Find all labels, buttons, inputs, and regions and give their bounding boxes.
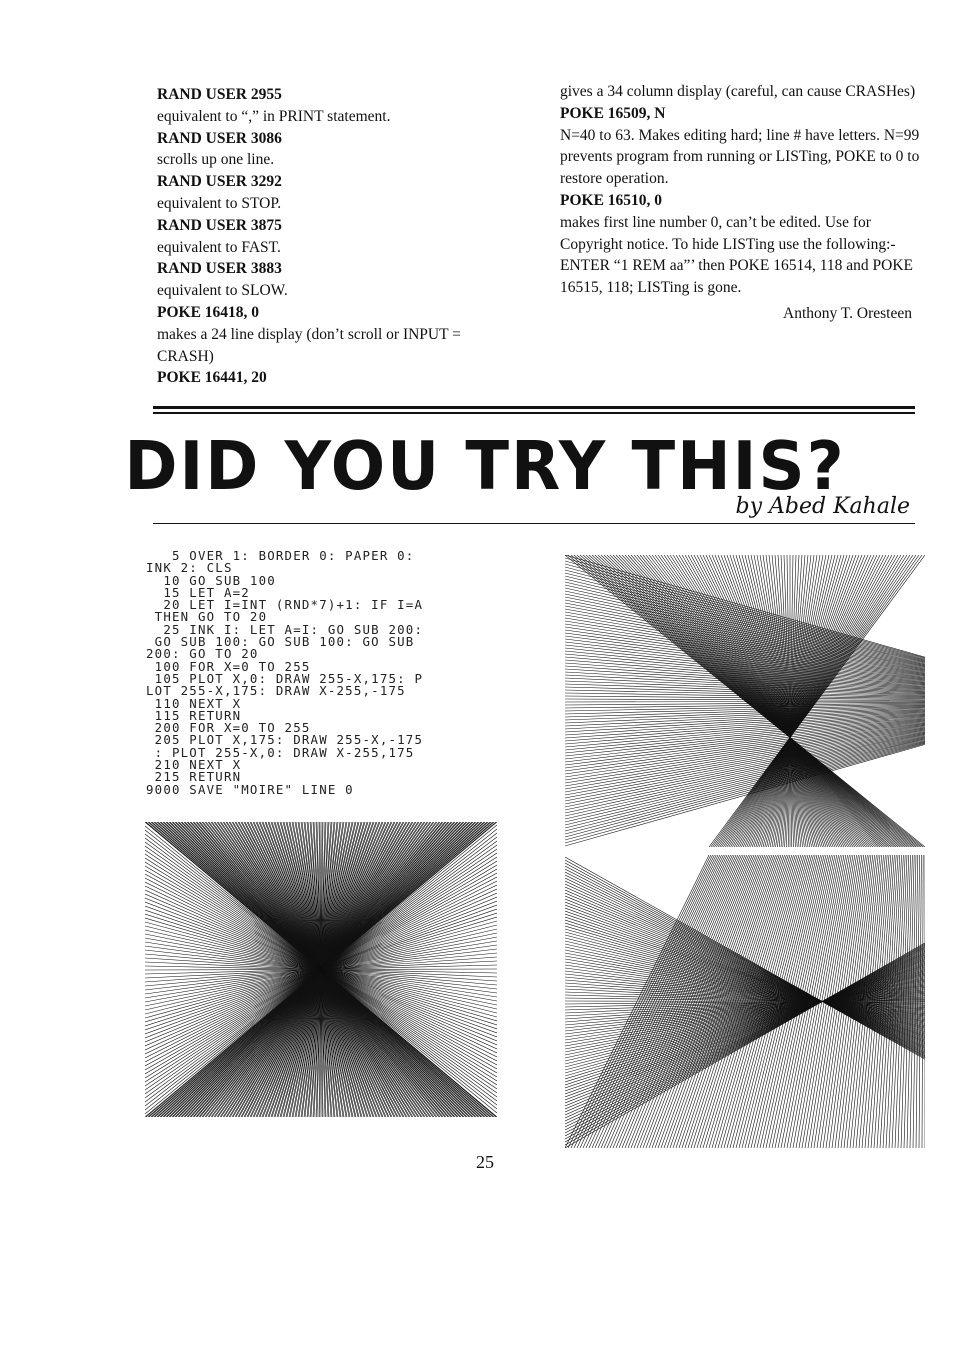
code-description: makes first line number 0, can’t be edited. Use for Copyright notice. To hide LISTing use the following:- ENTER “1 REM aa”’ then POKE 16514, 118 and POKE 16515, 118; LISTing is gone.: [560, 213, 913, 297]
listing-line: 215 RETURN: [146, 769, 242, 785]
divider-rule-thin: [153, 412, 915, 414]
code-heading: RAND USER 3292: [157, 173, 282, 191]
code-heading: RAND USER 3086: [157, 129, 282, 147]
listing-line: 20 LET I=INT (RND*7)+1: IF I=A: [146, 597, 424, 613]
code-description: equivalent to SLOW.: [157, 282, 288, 300]
listing-line: 200: GO TO 20: [146, 646, 259, 662]
code-heading: POKE 16510, 0: [560, 191, 663, 209]
code-heading: POKE 16509, N: [560, 104, 666, 122]
byline-rule: [153, 523, 915, 524]
moire-right-top-svg: [565, 555, 925, 847]
code-description: equivalent to “,” in PRINT statement.: [157, 107, 391, 125]
listing-line: 100 FOR X=0 TO 255: [146, 658, 311, 674]
divider-rule-thick: [153, 406, 915, 409]
listing-line: THEN GO TO 20: [146, 609, 268, 625]
listing-line: 110 NEXT X: [146, 695, 242, 711]
listing-line: 210 NEXT X: [146, 757, 242, 773]
listing-line: 9000 SAVE "MOIRE" LINE 0: [146, 781, 354, 797]
basic-program-listing: [146, 550, 516, 796]
moire-pattern-image-right-bottom: [565, 855, 925, 1148]
moire-right-bottom-svg: [565, 855, 925, 1148]
left-text-column: [157, 84, 512, 389]
code-heading: RAND USER 3875: [157, 216, 282, 234]
moire-pattern-image-left: [145, 822, 497, 1117]
code-heading: RAND USER 3883: [157, 260, 282, 278]
code-heading: POKE 16418, 0: [157, 303, 260, 321]
listing-line: 105 PLOT X,0: DRAW 255-X,175: P: [146, 670, 424, 686]
right-text-column: [560, 81, 920, 325]
code-description: makes a 24 line display (don’t scroll or INPUT = CRASH): [157, 325, 461, 365]
listing-line: 5 OVER 1: BORDER 0: PAPER 0:: [146, 548, 415, 563]
article-byline: by Abed Kahale: [735, 494, 910, 519]
listing-line: 205 PLOT X,175: DRAW 255-X,-175: [146, 732, 424, 748]
code-description: scrolls up one line.: [157, 151, 275, 169]
listing-line: GO SUB 100: GO SUB 100: GO SUB: [146, 634, 415, 650]
listing-line: LOT 255-X,175: DRAW X-255,-175: [146, 683, 406, 699]
code-heading: RAND USER 2955: [157, 86, 282, 103]
author-signature: Anthony T. Oresteen: [783, 304, 912, 322]
listing-line: 10 GO SUB 100: [146, 572, 276, 588]
page-number: 25: [476, 1152, 494, 1172]
listing-line: 115 RETURN: [146, 707, 242, 723]
moire-pattern-image-right-top: [565, 555, 925, 847]
listing-line: INK 2: CLS: [146, 560, 233, 576]
listing-line: : PLOT 255-X,0: DRAW X-255,175: [146, 744, 415, 760]
code-description: equivalent to STOP.: [157, 194, 282, 212]
listing-line: 200 FOR X=0 TO 255: [146, 720, 311, 736]
code-description: gives a 34 column display (careful, can cause CRASHes): [560, 83, 916, 100]
code-description: equivalent to FAST.: [157, 238, 281, 256]
listing-line: 15 LET A=2: [146, 584, 250, 600]
code-heading: POKE 16441, 20: [157, 369, 267, 387]
listing-line: 25 INK I: LET A=I: GO SUB 200:: [146, 621, 424, 637]
article-headline: DID YOU TRY THIS?: [124, 428, 846, 506]
moire-left-svg: [145, 822, 497, 1117]
code-description: N=40 to 63. Makes editing hard; line # have letters. N=99 prevents program from running or LISTing, POKE to 0 to restore operation.: [560, 126, 920, 188]
